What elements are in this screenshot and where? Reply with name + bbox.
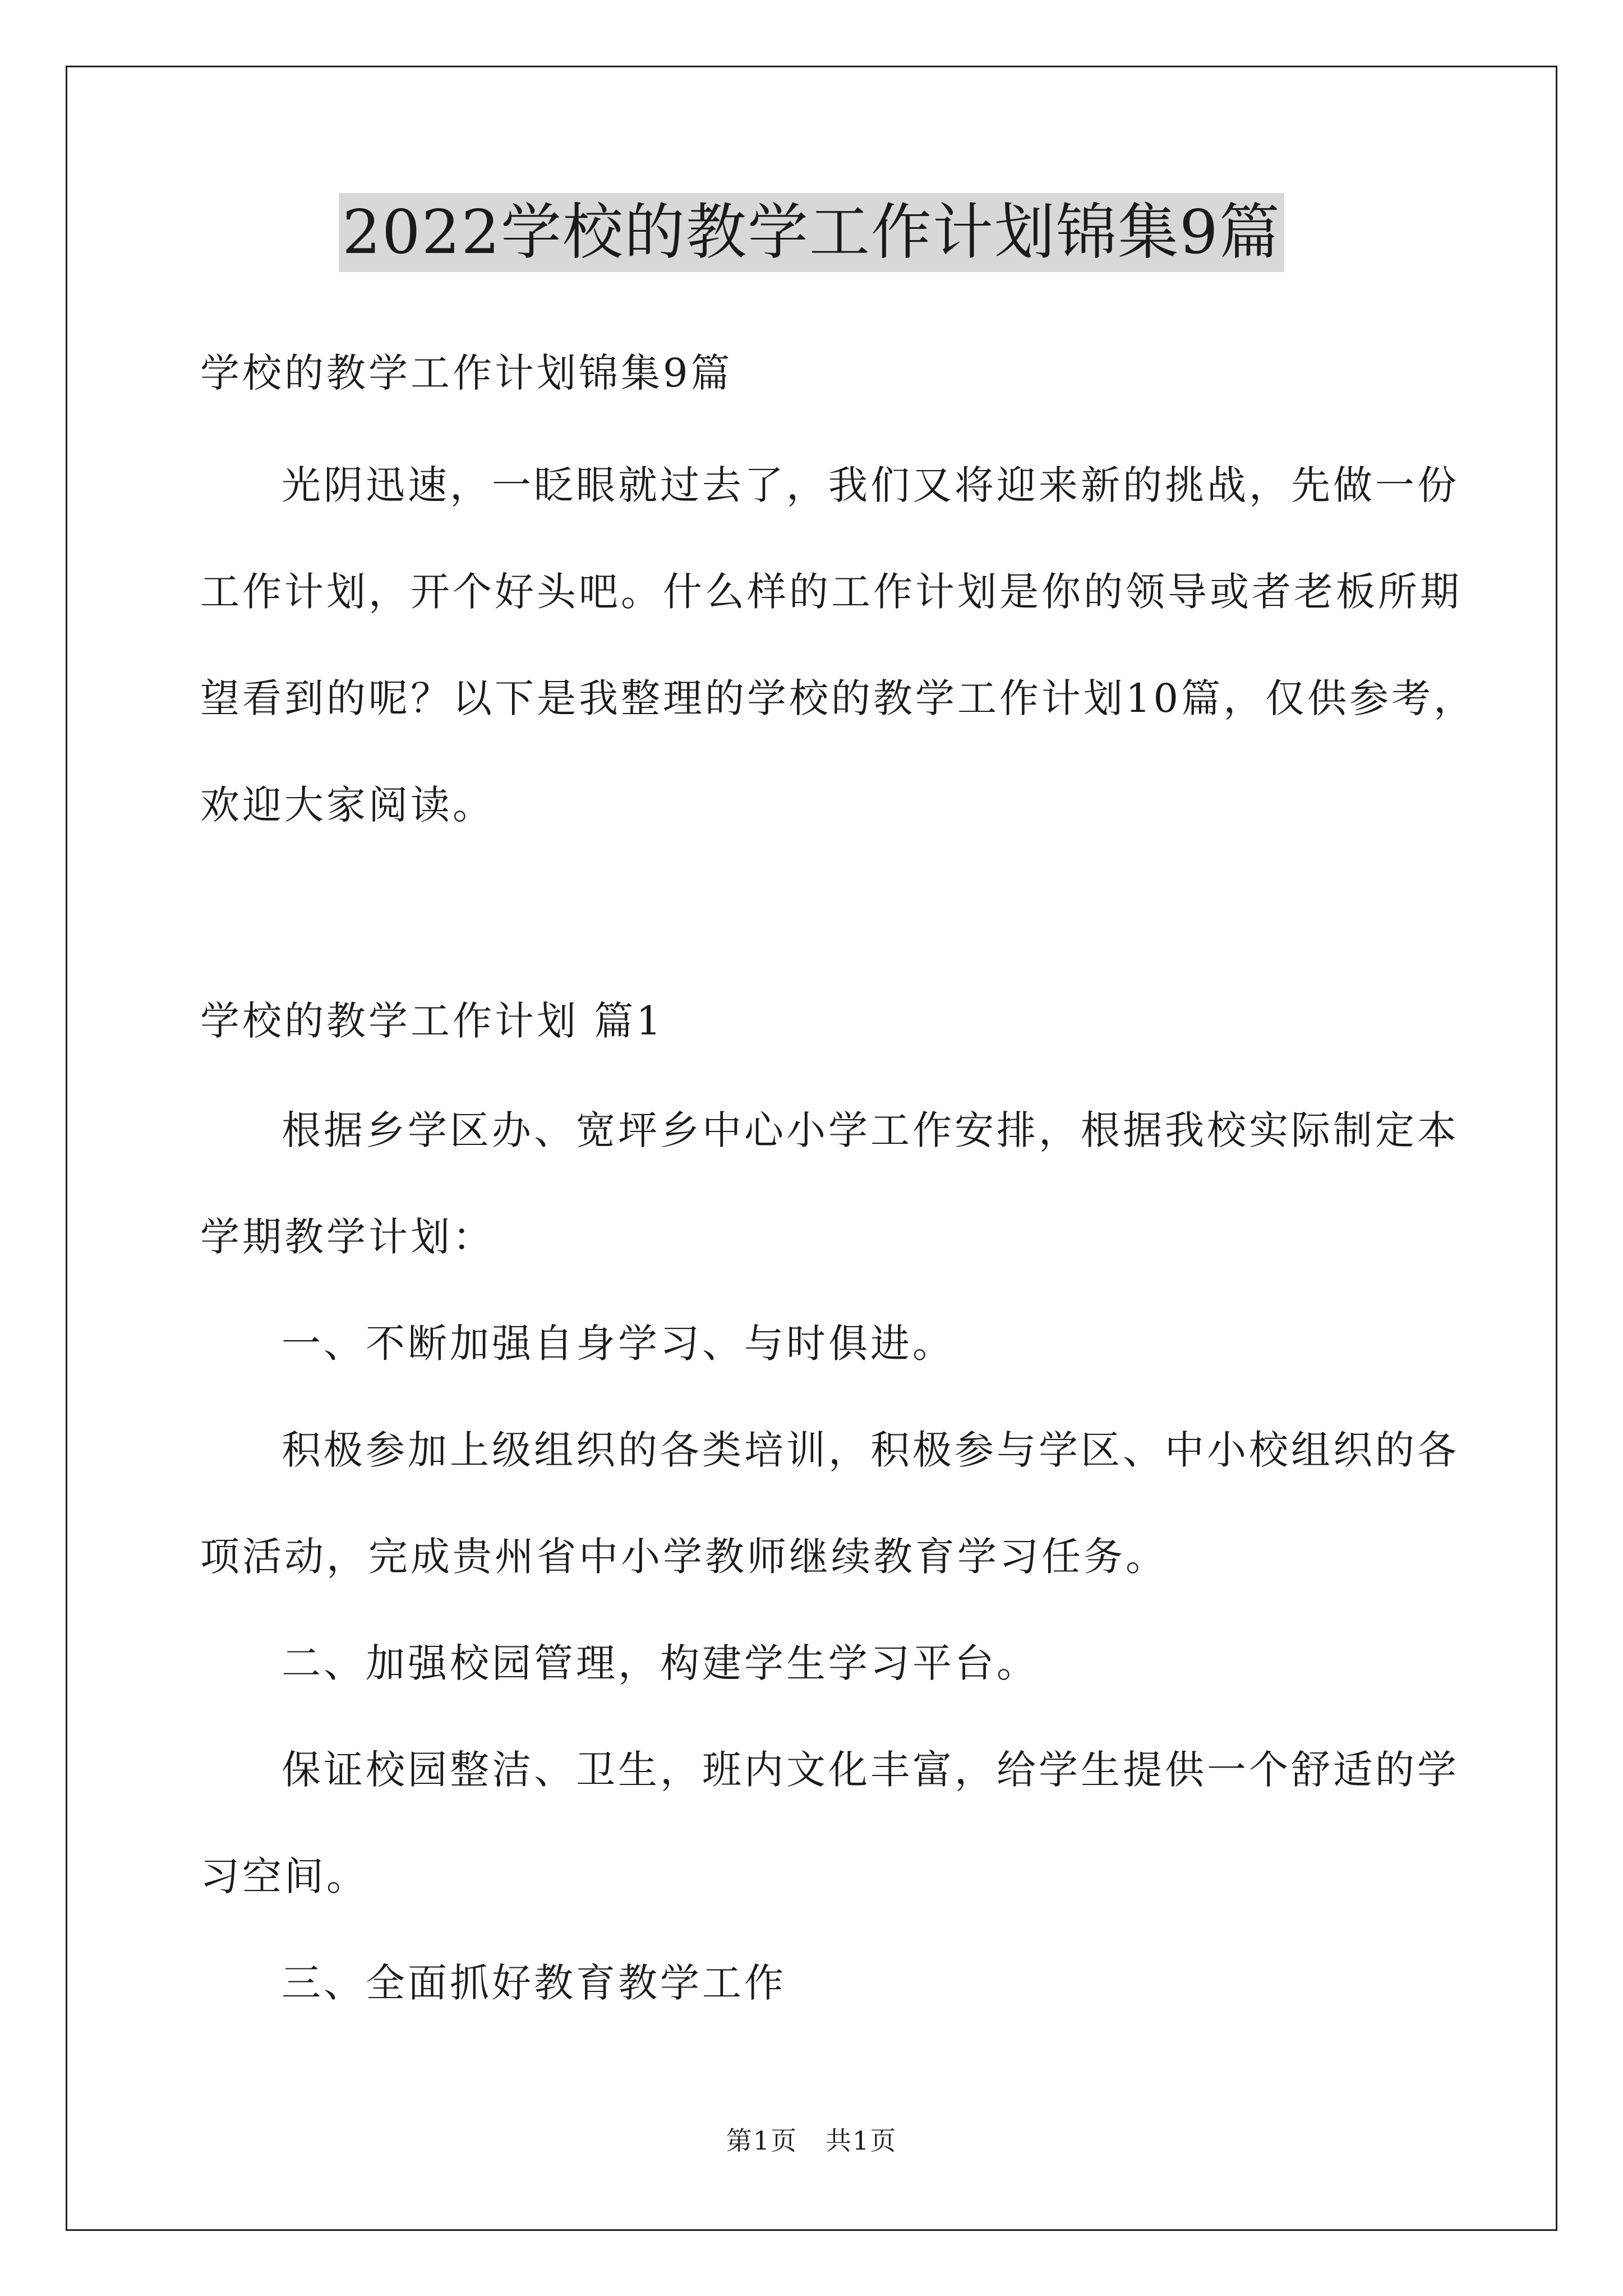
text-line: 二、加强校园管理，构建学生学习平台。 — [282, 1640, 1039, 1686]
text-line: 习空间。 — [200, 1853, 368, 1899]
page-number: 第1页 — [726, 2125, 797, 2156]
text-line: 积极参加上级组织的各类培训，积极参与学区、中小校组织的各 — [282, 1427, 1459, 1473]
text-line: 欢迎大家阅读。 — [200, 782, 495, 828]
text-line: 一、不断加强自身学习、与时俱进。 — [282, 1320, 955, 1366]
section-heading: 学校的教学工作计划 篇1 — [200, 998, 664, 1044]
text-line: 保证校园整洁、卫生，班内文化丰富，给学生提供一个舒适的学 — [282, 1747, 1459, 1793]
text-line: 三、全面抓好教育教学工作 — [282, 1960, 786, 2006]
document-title — [0, 194, 1623, 272]
text-line: 望看到的呢？以下是我整理的学校的教学工作计划10篇，仅供参考， — [200, 675, 1476, 721]
document-title-text: 2022学校的教学工作计划锦集9篇 — [339, 193, 1284, 272]
text-line: 项活动，完成贵州省中小学教师继续教育学习任务。 — [200, 1534, 1168, 1580]
text-line: 根据乡学区办、宽坪乡中心小学工作安排，根据我校实际制定本 — [282, 1107, 1459, 1153]
text-line: 学期教学计划： — [200, 1214, 495, 1260]
page-footer — [0, 2120, 1623, 2157]
text-line: 工作计划，开个好头吧。什么样的工作计划是你的领导或者老板所期 — [200, 569, 1462, 615]
text-line: 学校的教学工作计划锦集9篇 — [200, 350, 733, 396]
text-line: 光阴迅速，一眨眼就过去了，我们又将迎来新的挑战，先做一份 — [282, 462, 1459, 508]
page-total: 共1页 — [826, 2125, 897, 2156]
